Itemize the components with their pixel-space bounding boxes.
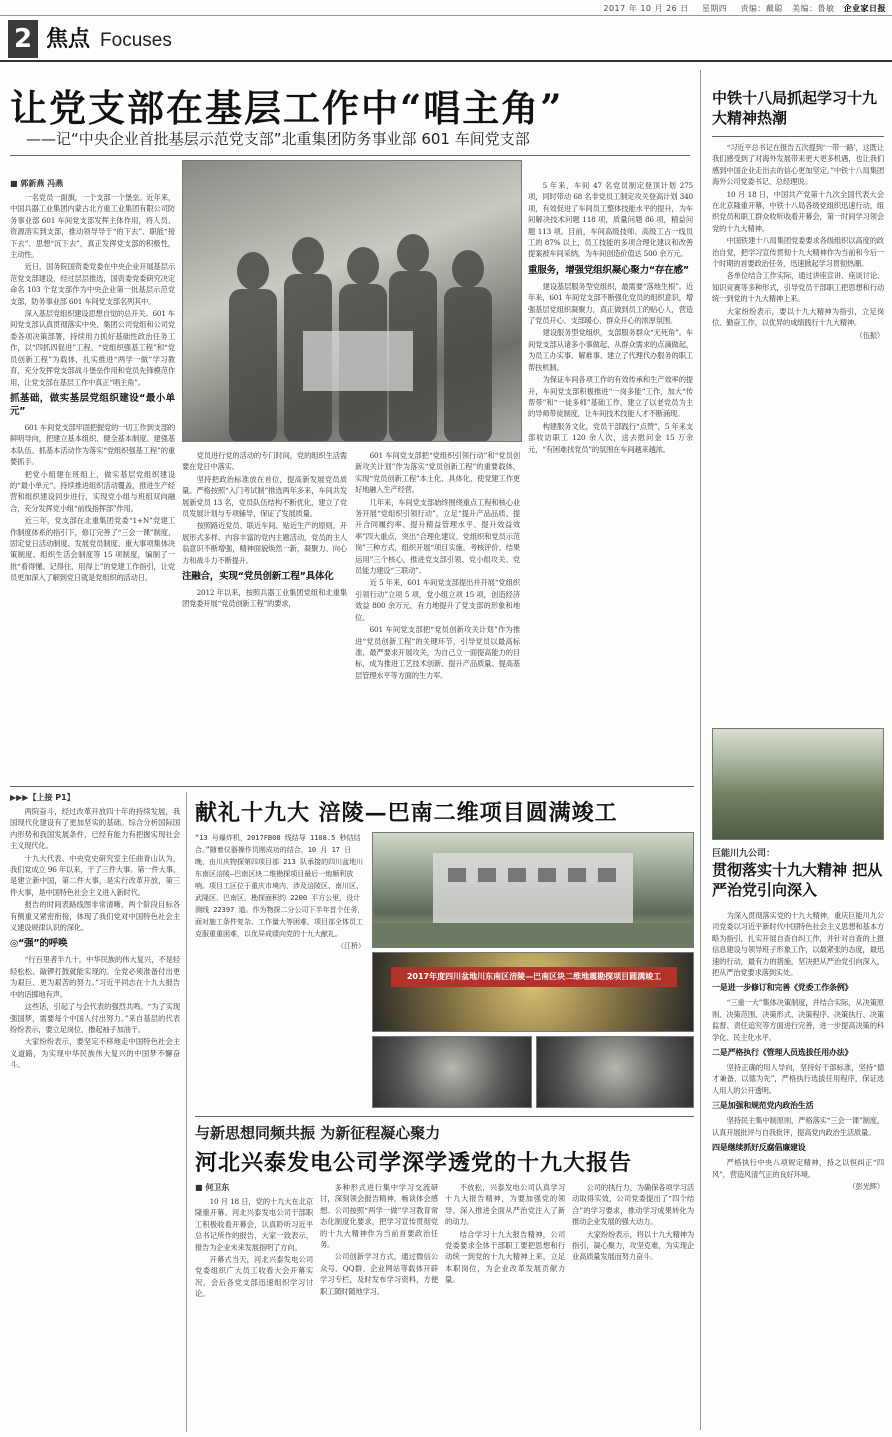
column-divider xyxy=(186,792,187,1432)
designer-credit: 美编：鲁敏 xyxy=(791,4,835,13)
paragraph: 不放松，兴泰发电公司认真学习十九大报告精神，为要加强党的领导、深入推进全面从严治党注入了新的动力。 xyxy=(445,1183,565,1227)
paragraph: 报告的时间表路线图非常清晰，两个阶段目标各有侧重又紧密衔接，体现了我们党对中国特色社会主义建设规律认识的深化。 xyxy=(10,900,180,933)
right-rule xyxy=(712,136,884,137)
paragraph: 按照路近党员、联近车间、贴近生产的原则，开展形式多样、内容丰富的党内主题活动，党员的主人翁意识不断增强，精神面貌焕然一新，凝聚力、向心力和战斗力不断提升。 xyxy=(182,521,347,565)
story-2-photo-building xyxy=(372,832,694,948)
paragraph: 601 车间党支部牢固把握党的一切工作到支部的鲜明导向，把建立基本组织、健全基本制度、建强基本队伍、抓基本活动作为落实“党组织强基工程”的重要抓手。 xyxy=(10,422,175,467)
paragraph: 10 月 18 日，党的十九大在北京隆重开幕。河北兴泰发电公司干部职工积极收看开幕会，认真聆听习近平总书记所作的报告，大家一致表示，报告为企业未来发展指明了方向。 xyxy=(195,1197,313,1252)
section-rule xyxy=(0,60,892,62)
lead-headline: 让党支部在基层工作中“唱主角” xyxy=(10,86,564,130)
column-divider xyxy=(700,70,701,1430)
story-3-column-3 xyxy=(445,1182,565,1432)
section-title xyxy=(46,22,172,53)
issue-date: 2017 年 10 月 26 日 xyxy=(603,4,689,13)
lead-subheading-2: 注融合，实现“党员创新工程”具体化 xyxy=(182,571,334,583)
story-2-photo-workers xyxy=(372,1036,532,1108)
paragraph: 十九大代表、中央党史研究室主任曲青山认为，我们党成立 96 年以来，干了三件大事。第一件大事，是建立新中国，第二件大事，是实行改革开放，第三件大事，是中国特色社会主义进入新时代。 xyxy=(10,853,180,897)
jump-label: ▶▶▶【上接 P1】 xyxy=(10,793,75,802)
paragraph: 601 车间党支部把“党员创新攻关计划”作为推进“党员创新工程”的关键环节，引导党员以最高标准、最严要求开展攻关，为自己立一面提高能力的目标，成为推进工艺技术创新、提升产品质量、提高基层管理水平等方面的生力军。 xyxy=(355,625,520,680)
paragraph: 近 5 年来，601 车间党支部提出并开展“党组织引领行动”立项 5 项，党小组立项 15 项，创造经济效益 800 余万元，有力地提升了党支部的形象和地位。 xyxy=(355,578,520,622)
paragraph: 两院奋斗，经过改革开放四十年的持续发展，我国现代化建设有了更加坚实的基础。综合分析国际国内形势和我国发展条件，已经有能力有把握实现社会主义现代化。 xyxy=(10,807,180,851)
lead-subheading-1: 抓基础，做实基层党组织建设“最小单元” xyxy=(10,392,175,417)
workers-group-illustration xyxy=(183,161,522,442)
paragraph: “习近平总书记在报告五次提到‘一带一路’，这既让我们感受到了对海外发展带来更大更多机遇，也让我们感到中国企业走出去的信心更加坚定。”中铁十八局集团海外公司党委书记、总经理说。 xyxy=(712,143,884,187)
paragraph: 大家纷纷表示，要坚定不移地走中国特色社会主义道路，为实现中华民族伟大复兴的中国梦不懈奋斗。 xyxy=(10,1037,180,1070)
story-3-author: ■ 何卫东 xyxy=(195,1183,230,1192)
paragraph: 各单位结合工作实际，通过讲座宣讲、座谈讨论、知识竞赛等多种形式，引导党员干部职工把思想和行动统一到党的十九大精神上来。 xyxy=(712,271,884,304)
right-story-2-kicker: 巨能川九公司： xyxy=(712,849,776,859)
story-3-headline: 河北兴泰发电公司学深学透党的十九大报告 xyxy=(195,1150,633,1176)
section-cn: 焦点 xyxy=(46,27,91,52)
paragraph: “三重一大”集体决策制度，并结合实际，从决策原则、决策范围、决策形式、决策程序、决策执行、决策监督、责任追究等方面进行完善，进一步提高决策的科学化、民主化水平。 xyxy=(712,998,884,1042)
story-3-column-1 xyxy=(195,1196,313,1432)
left-continuation-column xyxy=(10,806,180,1432)
paragraph: 2012 年以来，按照兵器工业集团党组和北重集团党委开展“党员创新工程”的要求， xyxy=(182,588,347,609)
right-subheading-1: 一是进一步修订和完善《党委工作条例》 xyxy=(712,983,853,993)
page-number: 2 xyxy=(8,20,38,58)
lead-column-2 xyxy=(182,450,347,784)
right-story-2-headline: 贯彻落实十九大精神 把从严治党引向深入 xyxy=(712,861,883,899)
lead-column-1 xyxy=(10,192,175,784)
story-2-photo-equipment xyxy=(536,1036,694,1108)
paragraph: 几年来，车间党支部始终围绕重点工程和核心业务开展“党组织引领行动”，立足“提升产品品质、提升合同履约率、提升精益管理水平、提升效益效率”四大重点，突出“合理化建议、党组织和党员示范岗”三种方式，组织开展“项目实施、考核评价、结果运用”三个核心，推进党支部引领、党小组攻关、党员能力建设“三联动”。 xyxy=(355,497,520,576)
paragraph: 多种形式进行集中学习交流研讨，深刻领会报告精神，畅谈体会感想。公司按照“两学一做”学习教育常态化制度化要求，把学习宣传贯彻党的十九大精神作为当前首要政治任务。 xyxy=(320,1183,438,1250)
story-2-body xyxy=(195,832,365,1102)
byline: （伍振） xyxy=(855,330,884,340)
paragraph: 中国铁建十八局集团党委要求各级组织以高度的政治自觉，把学习宣传贯彻十九大精神作为当前和今后一个时期的首要政治任务，迅速掀起学习贯彻热潮。 xyxy=(712,236,884,269)
byline: （彭光辉） xyxy=(848,1181,884,1191)
story-2-headline: 献礼十九大 涪陵—巴南二维项目圆满竣工 xyxy=(195,800,618,826)
paragraph: 坚持把政治标准放在首位，提高新发展党员质量。严格按照“入门考试制”推选两年多来，车间共发展新党员 13 名，党员队伍结构不断优化，建立了党员发展计划与专项辅导，保证了发展质量。 xyxy=(182,474,347,519)
right-photo xyxy=(712,728,884,840)
byline: （江桥） xyxy=(337,942,365,950)
paragraph: 601 车间党支部把“党组织引领行动”和“党员创新攻关计划”作为落实“党员创新工程”的重要载体，实现“党员创新工程”本土化、具体化，使党建工作更好地融入生产经营。 xyxy=(355,451,520,495)
paragraph: 严格执行中央八项规定精神，持之以恒纠正“四风”，营造风清气正的良好环境。 xyxy=(712,1158,884,1179)
paragraph: “13 号爆炸机，2017FB08 线结导 1108.5 秒结结合。”随着仪器操作员刚成功的结合，10 月 17 日晚，由川庆物探第四项目部 213 队承接的四川盆地川东南区涪陵—巴南区块二维勘探项目最后一炮顺利放响。项目工区位于重庆市境内，涉及涪陵区、南川区、武隆区、巴南区，勘探面积约 2200 平方公里，设计测线 22397 道。作为物探二分公司下半年首个任务，面对施工条件复杂、工作量大等困难，项目部全体员工克服重重困难，以优异成绩向党的十九大献礼。 xyxy=(195,834,365,938)
paragraph: 开幕式当天，河北兴泰发电公司党委组织广大员工收看大会开幕实况，会后各党支部迅速组织学习讨论。 xyxy=(195,1255,313,1299)
paragraph: 结合学习十九大报告精神，公司党委要求全体干部职工要把思想和行动统一到党的十九大精神上来，立足本职岗位，为企业改革发展贡献力量。 xyxy=(445,1229,565,1285)
right-story-1-headline: 中铁十八局抓起学习十九大精神热潮 xyxy=(712,89,878,127)
lead-column-4 xyxy=(528,180,693,784)
paragraph: 深入基层党组织建设思想自觉的总开关。601 车间党支部认真贯彻落实中央、集团公司党组和公司党委各项决策部署，持续用力抓好基础性政治任务工作，以“四抓四促进”工程、“党组织强基工程”和“党员创新工程”为载体，扎实推进“两学一做”学习教育，充分发挥党支部战斗堡垒作用和党员先锋模范作用，让党支部在基层工作中真正“唱主角”。 xyxy=(10,309,175,387)
paragraph: 党员进行党的活动的专门时间，党的组织生活需要在党日中落实。 xyxy=(182,451,347,472)
paragraph: 坚持民主集中制原则，严格落实“三会一课”制度，认真开展批评与自我批评，提高党内政治生活质量。 xyxy=(712,1116,884,1137)
paragraph: 建设基层服务型党组织，最需要“落地生根”。近年来，601 车间党支部不断强化党员的组织意识，增强基层党组织凝聚力，真正做到员工的贴心人，营造了党员开心、支部暖心、群众开心的浓厚氛围。 xyxy=(528,281,693,326)
lead-photo xyxy=(182,160,522,442)
story-3-column-4 xyxy=(572,1182,694,1432)
photo-banner: 2017年度四川盆地川东南区涪陵—巴南区块二维地震勘探项目圆满竣工 xyxy=(391,967,677,987)
left-subheading: ◎“强”的呼唤 xyxy=(10,938,68,950)
lead-subhead: ——记“中央企业首批基层示范党支部”北重集团防务事业部 601 车间党支部 xyxy=(26,130,530,148)
story-3-kicker: 与新思想同频共振 为新征程凝心聚力 xyxy=(195,1124,441,1142)
paragraph: 构建服务文化，党员干部践行“点赞”，5 年来支部收访职工 120 余人次，送去慰问金 15 万余元，“有困难找党员”的氛围在车间越来越浓。 xyxy=(528,421,693,454)
paragraph: 坚持正确的用人导向，坚持好干部标准，坚持“德才兼备、以德为先”，严格执行选拔任用程序，保证选人用人的公开透明。 xyxy=(712,1063,884,1095)
paragraph: 一名党员一面旗，一个支部一个堡垒。近年来，中国兵器工业集团内蒙古北方重工业集团有限公司防务事业部 601 车间党支部发挥主体作用，将人员、资源溶实到支部，推动领导导于“的下去”、职能“接下去”、思想“沉下去”，真正发挥党支部的积极性，主动性。 xyxy=(10,193,175,260)
paragraph: 大家纷纷表示，要以十九大精神为指引，立足岗位、勤奋工作，以优异的成绩践行十九大精神。 xyxy=(712,306,884,328)
paragraph: 为保证车间各项工作的有效传承和生产效率的提升，车间党支部积极推进“一岗多能”工作，加大“传帮带”和“一徒多师”基础工作，建立了以老党员为主的导师带徒制度，让车间技术技能人才不断涌现。 xyxy=(528,375,693,419)
paragraph: 公司创新学习方式，通过微信公众号、QQ群、企业网站等载体开辟学习专栏，及时发布学习资料，方便职工随时随地学习。 xyxy=(320,1252,438,1296)
paragraph: 这些话，引起了与会代表的强烈共鸣。“为了实现强国梦，需要每个中国人付出努力。”来自基层的代表纷纷表示，要立足岗位，撸起袖子加油干。 xyxy=(10,1002,180,1034)
paper-name: 企业家日报 xyxy=(843,4,886,13)
lead-subheading-3: 重服务，增强党组织凝心聚力“存在感” xyxy=(528,264,689,276)
story-3-column-2 xyxy=(320,1182,438,1432)
paragraph: 10 月 18 日，中国共产党第十九次全国代表大会在北京隆重开幕，中铁十八局各级党组织迅速行动，组织党员和职工群众收听收看开幕会，第一时间学习领会党的十九大精神。 xyxy=(712,189,884,233)
paragraph: “行百里者半九十。中华民族的伟大复兴，不是轻轻松松、敲锣打鼓就能实现的。全党必须准备付出更为艰巨、更为艰苦的努力。”习近平同志在十九大报告中的话掷地有声。 xyxy=(10,955,180,999)
lead-author: ■ 郭新燕 冯燕 xyxy=(10,179,64,188)
paragraph: 建设服务型党组织，支部服务群众“无死角”。车间党支部从诸多小事做起、从群众需求的点滴做起，为员工办实事、解难事、建立了代理代办服务的职工帮扶机制。 xyxy=(528,328,693,372)
editor-credit: 责编：戴聪 xyxy=(740,4,783,13)
lead-column-3 xyxy=(355,450,520,784)
lead-rule xyxy=(10,155,690,156)
building-illustration xyxy=(373,833,694,948)
right-subheading-3: 三是加强和规范党内政治生活 xyxy=(712,1101,814,1111)
paragraph: 为深入贯彻落实党的十九大精神，重庆巨能川九公司党委以习近平新时代中国特色社会主义思想和基本方略为指引，扎实开展自查自纠工作，并针对自查的上报信息建设与领导班子形象工作，以最紧张的态度，最迅速的行动，最有力的措施，坚决把从严治党引向深入，把从严治党要求落到实处。 xyxy=(712,911,884,978)
section-divider xyxy=(10,786,694,787)
right-story-1-body xyxy=(712,142,884,720)
story-2-photo-group xyxy=(372,952,694,1032)
section-en: Focuses xyxy=(100,30,172,51)
paragraph: 大家纷纷表示，将以十九大精神为指引，凝心聚力，攻坚克难，为实现企业高质量发展而努力奋斗。 xyxy=(572,1229,694,1262)
right-subheading-2: 二是严格执行《管理人员选拔任用办法》 xyxy=(712,1048,853,1058)
paragraph: 公司的执行力，为确保各项学习活动取得实效，公司党委提出了“四个结合”的学习要求，推动学习成果转化为推动企业发展的强大动力。 xyxy=(572,1183,694,1227)
paragraph: 近三年，党支部在北重集团党委“1+N”党建工作制度体系的指引下，修订完善了“三会一课”制度、固定党日活动制度、发展党员制度、重大事项集体决策制度、组织生活会制度等 15 项制度，编制了一批“看得懂、记得住、用得上”的党建工作指引，让党员更加深入了解到党日就是党组织的活动日。 xyxy=(10,516,175,583)
right-story-2-body xyxy=(712,910,884,1432)
paragraph: 把党小组建在班组上，做实基层党组织建设的“最小单元”。持续推进组织活动覆盖，推进生产经营和组织建设同步进行，实现党小组与班组双向融合，充分发挥党小组“前线指挥部”作用。 xyxy=(10,469,175,513)
section-divider xyxy=(195,1116,694,1117)
paragraph: 近日，国务院国资委党委在中央企业开展基层示范党支部建设，经过层层推选，国资委党委研究决定命名 103 个党支部作为中央企业第一批基层示范党支部，防务事业部 601 车间党支部名列其中。 xyxy=(10,262,175,306)
masthead-bar xyxy=(0,0,892,16)
paragraph: 5 年来，车间 47 名党员制定登顶计划 275 项，同时带动 68 名非党员工制定攻关登高计划 340 项，有效促进了车间员工整体技能水平的提升，为车间解决技术问题 118 项，质量问题 86 项，精益问题 113 项。目前，车间高级技师、高级工占一线员工的 87% 以上，员工技能的多项合理化建议和改善提案被车间采纳，为车间创造价值达 500 余万元。 xyxy=(528,181,693,259)
right-subheading-4: 四是继续抓好反腐倡廉建设 xyxy=(712,1143,806,1153)
issue-weekday: 星期四 xyxy=(701,4,728,13)
